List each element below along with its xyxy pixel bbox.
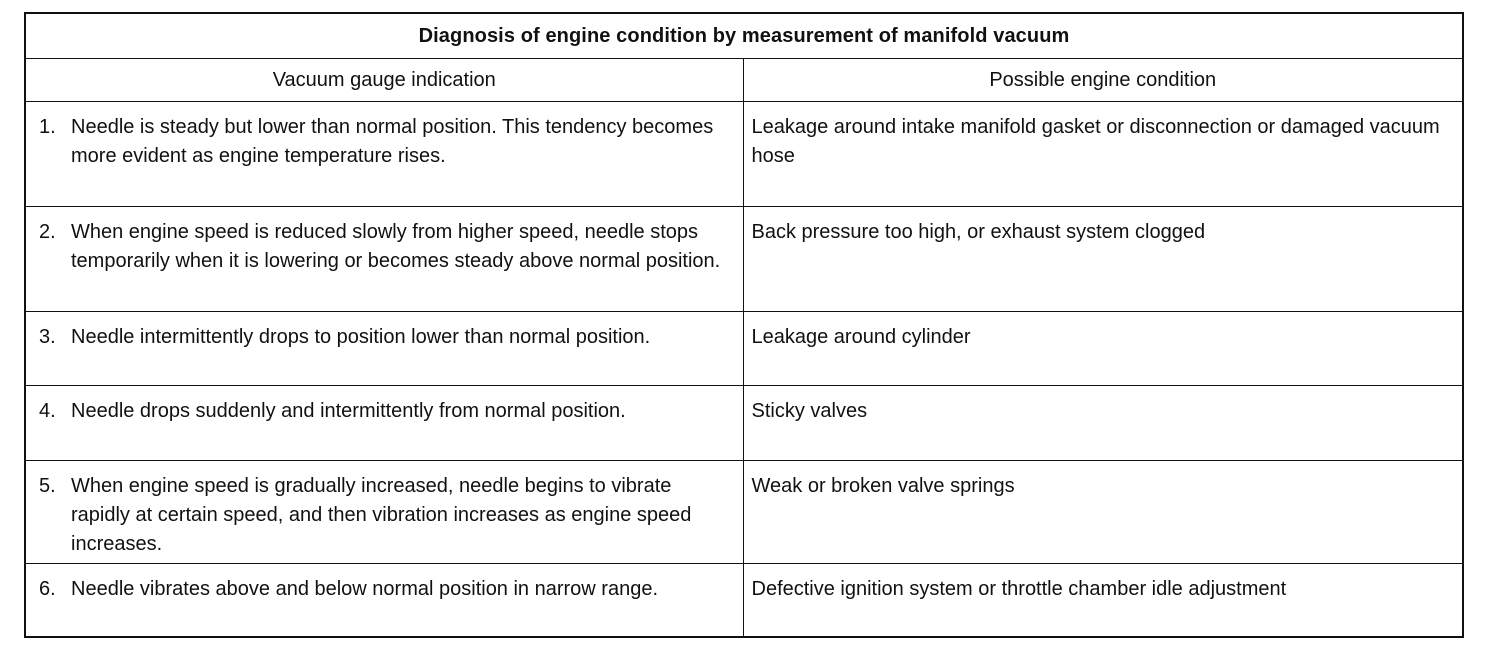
condition-cell: Leakage around cylinder	[743, 311, 1463, 385]
row-number: 4.	[39, 400, 56, 423]
row-number: 5.	[39, 474, 56, 497]
indication-cell	[25, 102, 743, 207]
condition-cell: Leakage around intake manifold gasket or disconnection or damaged vacuum hose	[743, 102, 1463, 207]
diagnosis-table-container	[24, 12, 1464, 638]
indication-cell	[25, 386, 743, 460]
indication-text: Needle is steady but lower than normal position. This tendency becomes more evident as engine temperature rises.	[71, 116, 714, 167]
table-row	[25, 311, 1463, 385]
row-number: 3.	[39, 325, 56, 348]
column-header-indication: Vacuum gauge indication	[25, 59, 743, 102]
table-row	[25, 102, 1463, 207]
table-row	[25, 564, 1463, 637]
diagnosis-table	[24, 12, 1464, 638]
table-row	[25, 386, 1463, 460]
condition-cell: Weak or broken valve springs	[743, 460, 1463, 563]
table-row	[25, 460, 1463, 563]
indication-cell	[25, 460, 743, 563]
condition-cell: Sticky valves	[743, 386, 1463, 460]
condition-cell: Defective ignition system or throttle chamber idle adjustment	[743, 564, 1463, 637]
indication-cell	[25, 564, 743, 637]
row-number: 1.	[39, 116, 56, 138]
table-row	[25, 207, 1463, 311]
row-number: 6.	[39, 578, 56, 601]
table-title: Diagnosis of engine condition by measurement of manifold vacuum	[25, 13, 1463, 59]
column-header-condition: Possible engine condition	[743, 59, 1463, 102]
indication-cell	[25, 207, 743, 311]
condition-cell: Back pressure too high, or exhaust system clogged	[743, 207, 1463, 311]
row-number: 2.	[39, 221, 56, 244]
indication-text: Needle intermittently drops to position lower than normal position.	[71, 325, 651, 348]
indication-text: Needle vibrates above and below normal position in narrow range.	[71, 578, 659, 601]
indication-text: Needle drops suddenly and intermittently from normal position.	[71, 400, 626, 423]
indication-cell	[25, 311, 743, 385]
indication-text: When engine speed is reduced slowly from higher speed, needle stops temporarily when it is lowering or becomes steady above normal position.	[71, 221, 721, 273]
indication-text: When engine speed is gradually increased, needle begins to vibrate rapidly at certain speed, and then vibration increases as engine speed increases.	[71, 474, 692, 555]
